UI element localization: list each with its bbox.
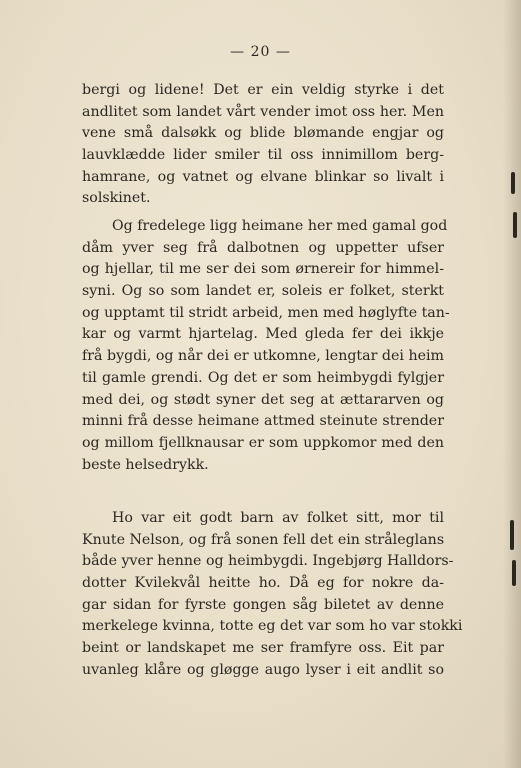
text-line: frå bygdi, og når dei er utkomne, lengtar dei heim <box>82 348 444 365</box>
text-line: Og fredelege ligg heimane her med gamal god <box>112 218 448 234</box>
paragraph-1 <box>82 80 444 210</box>
text-line: uvanleg klåre og gløgge augo lyser i eit andlit so <box>82 661 444 678</box>
page-edge-shadow <box>503 0 521 768</box>
text-line: merkelege kvinna, totte eg det var som ho var stokki <box>82 618 463 635</box>
text-line: beste helsedrykk. <box>82 456 209 473</box>
text-line: Ho var eit godt barn av folket sitt, mor til <box>112 510 444 526</box>
text-line: dotter Kvilekvål heitte ho. Då eg for nokre da- <box>82 575 444 592</box>
page-number: — 20 — <box>230 44 291 60</box>
text-line: andlitet som landet vårt vender imot oss her. Men <box>82 103 444 120</box>
text-line: kar og varmt hjartelag. Med gleda fer dei ikkje <box>82 326 444 343</box>
text-line: og hjellar, til me ser dei som ørnereir for himmel- <box>82 261 444 278</box>
margin-mark <box>512 560 516 586</box>
text-line: både yver henne og heimbygdi. Ingebjørg Halldors- <box>82 553 454 570</box>
margin-mark <box>510 520 514 550</box>
text-line: solskinet. <box>82 190 151 207</box>
margin-mark <box>513 212 517 238</box>
text-line: lauvklædde lider smiler til oss innimillom berg- <box>82 147 444 164</box>
text-line: og upptamt til stridt arbeid, men med høglyfte tan- <box>82 304 450 321</box>
text-line: gar sidan for fyrste gongen såg biletet av denne <box>82 596 444 613</box>
margin-mark <box>511 172 515 194</box>
text-line: Knute Nelson, og frå sonen fell det ein stråleglans <box>82 531 445 548</box>
text-line: hamrane, og vatnet og elvane blinkar so livalt i <box>82 168 444 185</box>
text-line: beint or landskapet me ser framfyre oss. Eit par <box>82 640 444 657</box>
paragraph-3 <box>82 508 463 682</box>
text-line: bergi og lidene! Det er ein veldig styrke i det <box>82 82 444 98</box>
text-line: dåm yver seg frå dalbotnen og uppetter ufser <box>82 239 444 256</box>
text-line: med dei, og stødt syner det seg at ættararven og <box>82 391 444 408</box>
text-line: syni. Og so som landet er, soleis er folket, sterkt <box>82 283 444 300</box>
text-line: vene små dalsøkk og blide blømande engjar og <box>82 125 444 142</box>
paragraph-2 <box>82 216 450 476</box>
text-line: til gamle grendi. Og det er som heimbygdi fylgjer <box>82 369 444 386</box>
text-line: og millom fjellknausar er som uppkomor med den <box>82 434 444 451</box>
text-line: minni frå desse heimane attmed steinute strender <box>82 413 444 430</box>
